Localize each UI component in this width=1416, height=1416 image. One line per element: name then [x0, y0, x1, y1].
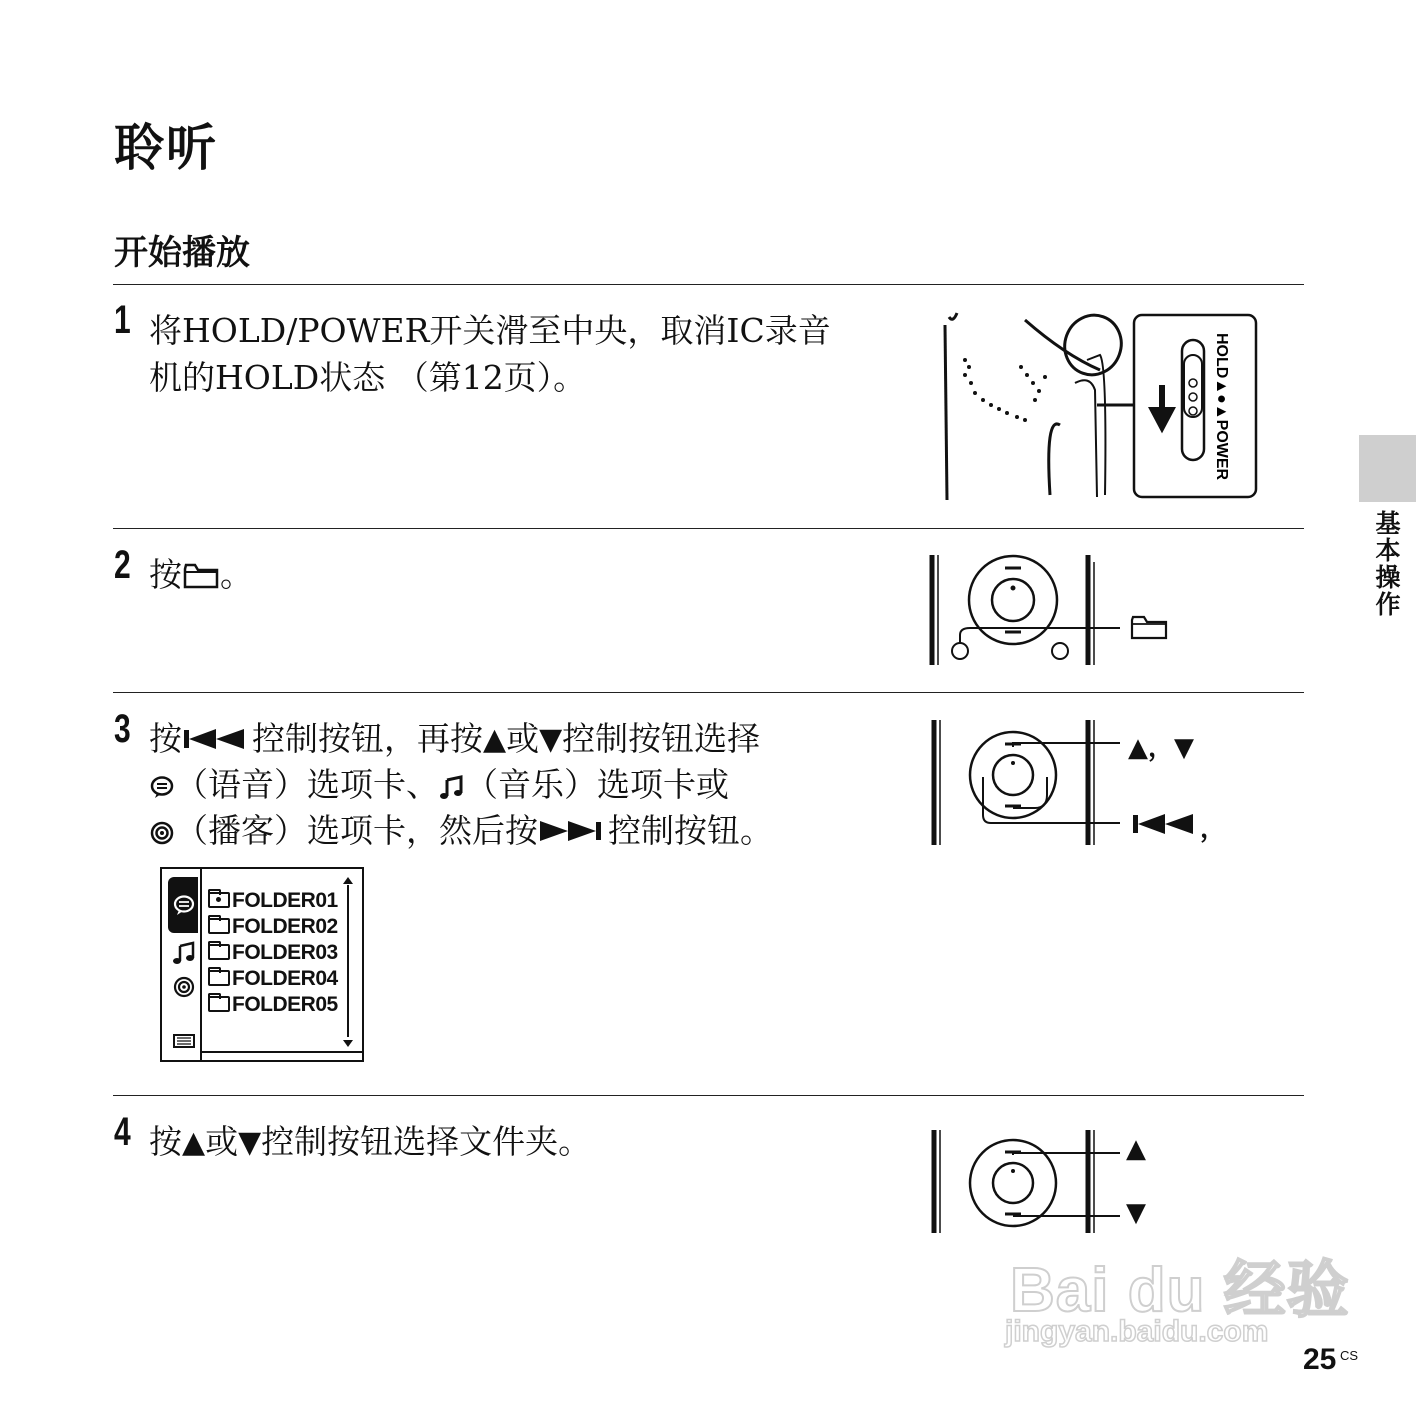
side-tab-marker — [1359, 435, 1416, 502]
folder-icon — [1132, 617, 1166, 638]
list-item[interactable]: FOLDER05 — [208, 993, 338, 1017]
divider — [113, 1095, 1304, 1096]
folder-icon — [208, 970, 230, 986]
step-3-line-2: （语音）选项卡、 （音乐）选项卡或 — [149, 759, 729, 806]
scrollbar[interactable] — [343, 877, 353, 1047]
divider — [113, 284, 1304, 285]
folder-list-screen — [160, 867, 364, 1062]
page-number: 25 — [1303, 1343, 1337, 1376]
step-1-line-1: 将HOLD/POWER开关滑至中央，取消IC录音 — [149, 311, 831, 350]
music-tab-icon — [439, 774, 465, 800]
step-2-line — [149, 549, 253, 596]
page-title: 聆听 — [114, 119, 218, 177]
music-tab-icon — [172, 941, 196, 965]
page-suffix: CS — [1340, 1348, 1359, 1363]
scroll-up-arrow[interactable] — [343, 877, 353, 884]
up-down-label: ▲，▼ — [1128, 733, 1194, 763]
side-tab-label: 基本操作 — [1372, 510, 1401, 618]
divider — [113, 692, 1304, 693]
step-4-line: 按▲或▼控制按钮选择文件夹。 — [149, 1122, 592, 1161]
list-item[interactable]: FOLDER01 — [208, 889, 338, 913]
step-1-number: 1 — [114, 298, 131, 342]
down-triangle-icon: ▼ — [238, 1125, 262, 1160]
step-3-line-1: 按 控制按钮，再按▲或▼控制按钮选择 — [149, 719, 761, 758]
scroll-down-arrow[interactable] — [343, 1040, 353, 1047]
step-4-figure — [925, 1128, 1185, 1238]
list-item[interactable]: FOLDER02 — [208, 915, 338, 939]
down-triangle-icon: ▼ — [539, 722, 563, 757]
list-item[interactable]: FOLDER04 — [208, 967, 338, 991]
step-3-number: 3 — [114, 707, 131, 751]
switch-label: HOLD▲●▲POWER — [1213, 333, 1230, 481]
folder-icon — [182, 561, 220, 589]
folder-icon — [208, 944, 230, 960]
voice-tab-icon — [172, 893, 196, 917]
list-item[interactable]: FOLDER03 — [208, 941, 338, 965]
prev-label-comma: ， — [1200, 814, 1227, 844]
step-1-line-2: 机的HOLD状态 （第12页）。 — [149, 358, 587, 397]
up-label: ▲ — [1126, 1134, 1146, 1164]
previous-track-icon — [1131, 812, 1201, 836]
step-2-number: 2 — [114, 543, 131, 587]
current-folder-icon — [208, 892, 230, 908]
watermark-url: jingyan.baidu.com — [1005, 1315, 1269, 1348]
divider — [113, 528, 1304, 529]
step-2-text-before: 按 — [149, 555, 182, 594]
step-2-text-after: 。 — [220, 555, 253, 594]
next-track-icon — [538, 819, 608, 843]
folder-icon — [208, 918, 230, 934]
previous-track-icon — [182, 727, 252, 751]
step-1-figure — [935, 305, 1265, 505]
section-title: 开始播放 — [114, 233, 250, 273]
step-4-number: 4 — [114, 1110, 131, 1154]
step-3-line-3: （播客）选项卡，然后按 控制按钮。 — [149, 805, 773, 852]
step-2-figure — [925, 550, 1185, 670]
folder-icon — [208, 996, 230, 1012]
podcast-tab-icon — [172, 975, 196, 999]
podcast-tab-icon — [149, 820, 175, 846]
up-triangle-icon: ▲ — [483, 722, 507, 757]
up-triangle-icon: ▲ — [182, 1125, 206, 1160]
voice-tab-icon — [149, 774, 175, 800]
watermark-logo: Bai du 经验 — [1010, 1256, 1350, 1325]
down-label: ▼ — [1126, 1198, 1146, 1228]
memory-card-icon — [172, 1032, 196, 1050]
